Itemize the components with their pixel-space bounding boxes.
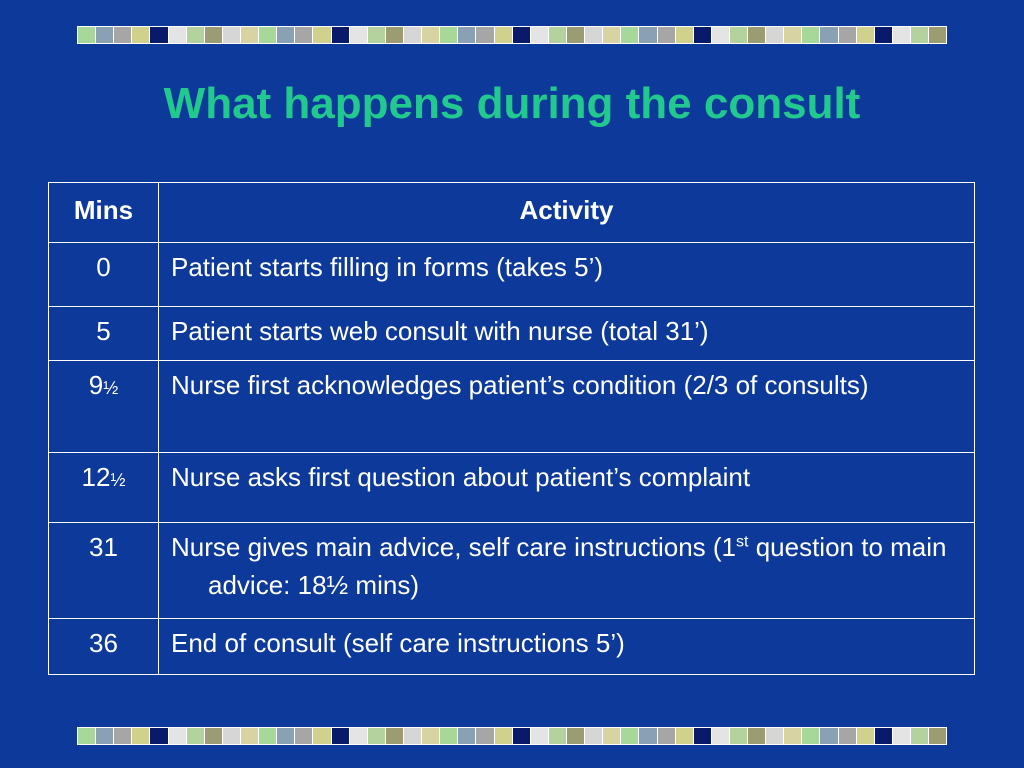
deco-square [712,728,729,744]
row-mins: 5 [49,307,159,361]
deco-square [422,728,439,744]
deco-square [404,728,421,744]
deco-square [929,728,946,744]
deco-square [458,728,475,744]
deco-square [748,728,765,744]
deco-square [313,728,330,744]
row-activity: End of consult (self care instructions 5’) [159,619,975,675]
deco-square [169,728,186,744]
deco-square [567,728,584,744]
deco-square [205,728,222,744]
deco-square [712,27,729,43]
deco-square [857,728,874,744]
slide-title: What happens during the consult [163,79,861,128]
deco-square [150,27,167,43]
deco-square [169,27,186,43]
deco-square [621,27,638,43]
deco-square [802,728,819,744]
deco-square [567,27,584,43]
deco-square [223,728,240,744]
deco-square [277,728,294,744]
deco-square [96,728,113,744]
table-row [49,453,975,523]
deco-square [694,728,711,744]
row-mins: 0 [49,243,159,307]
deco-square [440,728,457,744]
deco-square [96,27,113,43]
deco-square [766,728,783,744]
deco-square [549,27,566,43]
deco-square [332,728,349,744]
header-activity: Activity [159,183,975,243]
deco-square [820,27,837,43]
table-row [49,243,975,307]
deco-square [205,27,222,43]
deco-square [114,728,131,744]
deco-square [513,728,530,744]
deco-square [730,27,747,43]
deco-square [911,728,928,744]
row-activity: Patient starts web consult with nurse (total 31’) [159,307,975,361]
bottom-decorative-bar [77,727,947,745]
deco-square [386,728,403,744]
row-activity: Nurse first acknowledges patient’s condition (2/3 of consults) [159,361,975,453]
deco-square [404,27,421,43]
deco-square [603,728,620,744]
deco-square [350,27,367,43]
deco-square [368,27,385,43]
deco-square [911,27,928,43]
header-mins: Mins [49,183,159,243]
deco-square [658,27,675,43]
deco-square [784,27,801,43]
row-mins: 31 [49,523,159,619]
deco-square [422,27,439,43]
row-activity: Nurse asks first question about patient’s complaint [159,453,975,523]
deco-square [875,728,892,744]
deco-square [295,728,312,744]
deco-square [350,728,367,744]
deco-square [694,27,711,43]
deco-square [531,728,548,744]
deco-square [603,27,620,43]
deco-square [839,728,856,744]
deco-square [259,27,276,43]
deco-square [658,728,675,744]
deco-square [893,728,910,744]
deco-square [639,27,656,43]
deco-square [132,728,149,744]
deco-square [513,27,530,43]
deco-square [150,728,167,744]
deco-square [386,27,403,43]
deco-square [748,27,765,43]
row-activity: Patient starts filling in forms (takes 5’) [159,243,975,307]
deco-square [458,27,475,43]
deco-square [78,27,95,43]
deco-square [187,27,204,43]
deco-square [929,27,946,43]
deco-square [531,27,548,43]
deco-square [313,27,330,43]
deco-square [368,728,385,744]
deco-square [132,27,149,43]
table-row [49,619,975,675]
deco-square [875,27,892,43]
deco-square [639,728,656,744]
deco-square [802,27,819,43]
deco-square [295,27,312,43]
deco-square [187,728,204,744]
deco-square [784,728,801,744]
table-header-row [49,183,975,243]
deco-square [766,27,783,43]
deco-square [893,27,910,43]
row-mins: 12½ [49,453,159,523]
deco-square [223,27,240,43]
deco-square [820,728,837,744]
deco-square [114,27,131,43]
deco-square [585,728,602,744]
deco-square [730,728,747,744]
deco-square [241,728,258,744]
deco-square [621,728,638,744]
top-decorative-bar [77,26,947,44]
table-row [49,307,975,361]
deco-square [277,27,294,43]
deco-square [585,27,602,43]
table-row [49,523,975,619]
deco-square [259,728,276,744]
row-mins: 9½ [49,361,159,453]
consult-timeline-table [48,182,975,675]
deco-square [839,27,856,43]
deco-square [495,728,512,744]
deco-square [857,27,874,43]
deco-square [549,728,566,744]
table-row [49,361,975,453]
deco-square [676,728,693,744]
deco-square [476,728,493,744]
deco-square [476,27,493,43]
deco-square [676,27,693,43]
deco-square [440,27,457,43]
row-mins: 36 [49,619,159,675]
deco-square [495,27,512,43]
deco-square [241,27,258,43]
row-activity: Nurse gives main advice, self care instructions (1st question to main advice: 18½ mins) [159,523,975,619]
deco-square [332,27,349,43]
deco-square [78,728,95,744]
